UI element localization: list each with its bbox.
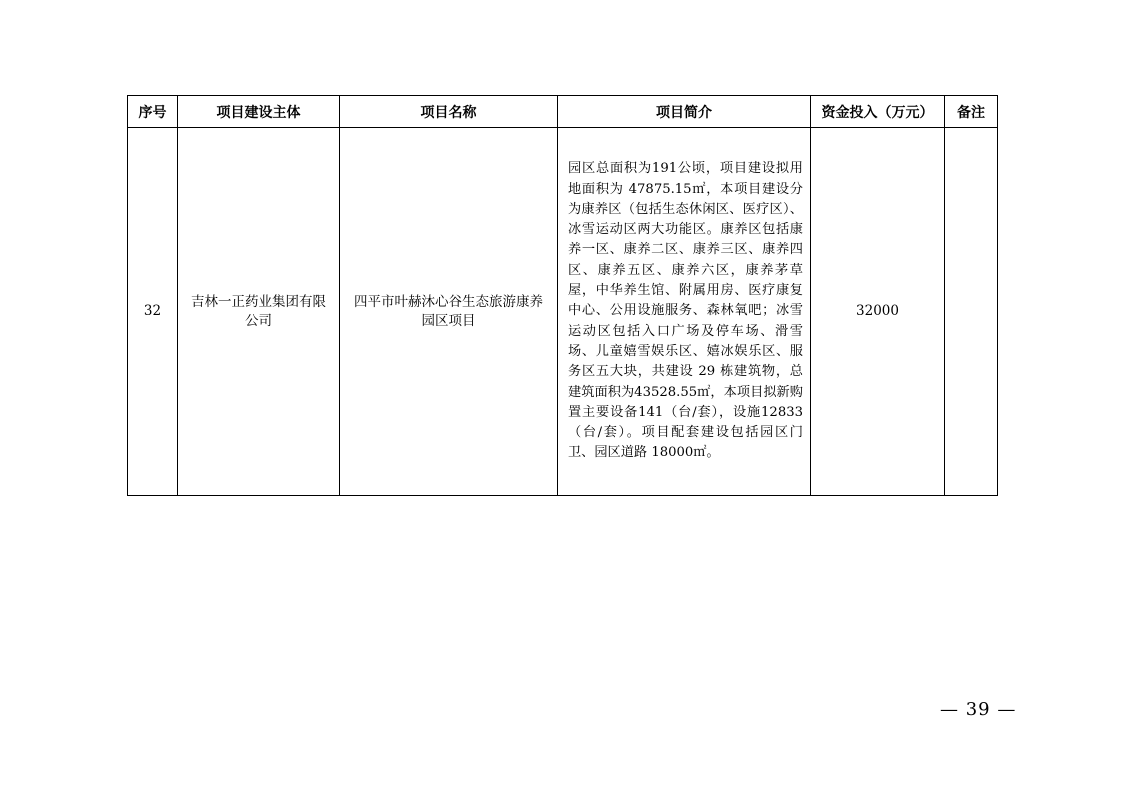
- page-number: — 39 —: [940, 699, 1017, 720]
- cell-investment: 32000: [811, 128, 945, 496]
- header-project-intro: 项目简介: [558, 96, 811, 128]
- cell-project-name: 四平市叶赫沐心谷生态旅游康养园区项目: [340, 128, 558, 496]
- header-construction-entity: 项目建设主体: [178, 96, 340, 128]
- header-remark: 备注: [945, 96, 998, 128]
- cell-remark: [945, 128, 998, 496]
- table-header-row: [128, 96, 998, 128]
- cell-serial-number: 32: [128, 128, 178, 496]
- table-row: [128, 128, 998, 496]
- cell-construction-entity: 吉林一正药业集团有限公司: [178, 128, 340, 496]
- header-project-name: 项目名称: [340, 96, 558, 128]
- project-table: [127, 95, 998, 496]
- header-investment: 资金投入（万元）: [811, 96, 945, 128]
- cell-project-intro: 园区总面积为191公顷，项目建设拟用地面积为 47875.15㎡，本项目建设分为康养区（包括生态休闲区、医疗区）、冰雪运动区两大功能区。康养区包括康养一区、康养二区、康养三区、康养四区、康养五区、康养六区，康养茅草屋，中华养生馆、附属用房、医疗康复中心、公用设施服务、森林氧吧；冰雪运动区包括入口广场及停车场、滑雪场、儿童嬉雪娱乐区、嬉冰娱乐区、服务区五大块，共建设 29 栋建筑物，总建筑面积为43528.55㎡，本项目拟新购置主要设备141（台/套），设施12833（台/套）。项目配套建设包括园区门卫、园区道路 18000㎡。: [558, 128, 811, 496]
- header-serial-number: 序号: [128, 96, 178, 128]
